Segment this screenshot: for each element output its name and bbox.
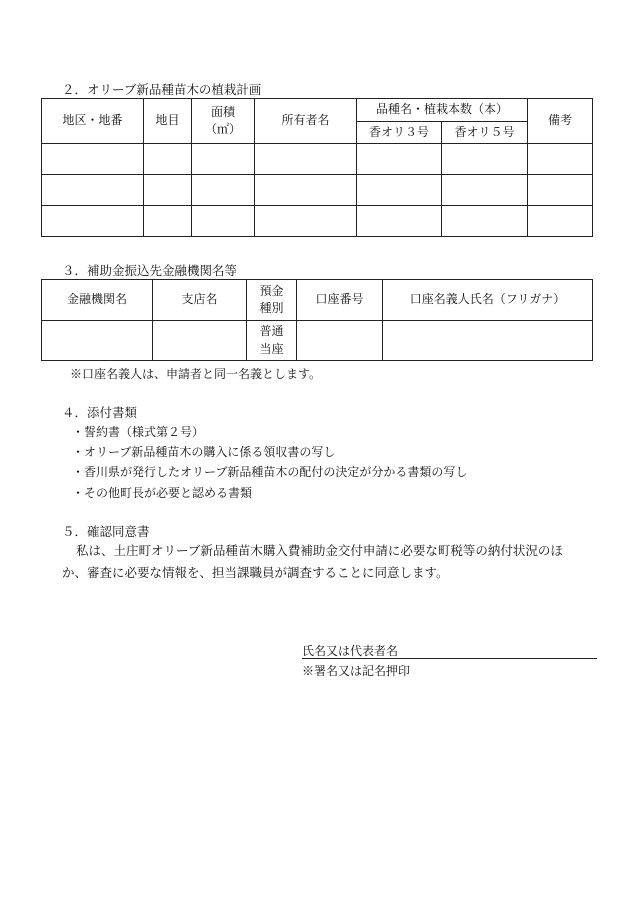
consent-text xyxy=(62,540,592,584)
header-owner: 所有者名 xyxy=(255,99,357,144)
cell-owner[interactable] xyxy=(255,175,357,206)
attachment-item: ・香川県が発行したオリーブ新品種苗木の配付の決定が分かる書類の写し xyxy=(72,465,468,479)
deposit-option-regular[interactable]: 普通 xyxy=(259,324,284,339)
deposit-option-checking[interactable]: 当座 xyxy=(259,341,284,356)
signature-note: ※署名又は記名押印 xyxy=(302,664,411,678)
header-area xyxy=(192,99,255,144)
section5-title: ５．確認同意書 xyxy=(62,524,150,539)
section2-title: ２．オリーブ新品種苗木の植栽計画 xyxy=(62,82,262,97)
table-row xyxy=(42,206,593,237)
table-row xyxy=(42,175,593,206)
cell-bank[interactable] xyxy=(42,321,153,361)
cell-branch[interactable] xyxy=(153,321,247,361)
table-row xyxy=(42,144,593,175)
header-remarks: 備考 xyxy=(528,99,593,144)
attachment-item: ・オリーブ新品種苗木の購入に係る領収書の写し xyxy=(72,445,336,459)
cell-account-number[interactable] xyxy=(297,321,383,361)
header-area-label: 面積 xyxy=(210,104,235,119)
header-area-unit: （㎡） xyxy=(204,122,241,136)
header-variety-b: 香オリ５号 xyxy=(442,122,528,144)
cell-district[interactable] xyxy=(42,144,144,175)
cell-owner[interactable] xyxy=(255,206,357,237)
consent-line-1: 私は、土庄町オリーブ新品種苗木購入費補助金交付申請に必要な町税等の納付状況のほ xyxy=(76,543,563,558)
header-account-holder: 口座名義人氏名（フリガナ） xyxy=(383,280,593,321)
header-variety-group: 品種名・植栽本数（本） xyxy=(357,99,528,122)
header-branch: 支店名 xyxy=(153,280,247,321)
header-deposit-type-l2: 種別 xyxy=(259,301,284,315)
cell-variety-a[interactable] xyxy=(357,175,442,206)
cell-remarks[interactable] xyxy=(528,175,593,206)
cell-area[interactable] xyxy=(192,175,255,206)
cell-owner[interactable] xyxy=(255,144,357,175)
attachment-item: ・その他町長が必要と認める書類 xyxy=(72,486,253,500)
cell-area[interactable] xyxy=(192,144,255,175)
cell-variety-a[interactable] xyxy=(357,144,442,175)
section3-title: ３．補助金振込先金融機関名等 xyxy=(62,263,238,278)
cell-account-holder[interactable] xyxy=(383,321,593,361)
attachment-item: ・誓約書（様式第２号） xyxy=(72,425,205,439)
header-bank: 金融機関名 xyxy=(42,280,153,321)
cell-district[interactable] xyxy=(42,175,144,206)
cell-deposit-type[interactable] xyxy=(247,321,297,361)
header-deposit-type xyxy=(247,280,297,321)
cell-land[interactable] xyxy=(144,144,192,175)
table-row xyxy=(42,321,593,361)
cell-variety-b[interactable] xyxy=(442,206,528,237)
cell-remarks[interactable] xyxy=(528,144,593,175)
bank-account-table xyxy=(41,279,593,361)
consent-line-2: か、審査に必要な情報を、担当課職員が調査することに同意します。 xyxy=(62,565,449,580)
header-district: 地区・地番 xyxy=(42,99,144,144)
header-deposit-type-l1: 預金 xyxy=(259,283,284,298)
cell-remarks[interactable] xyxy=(528,206,593,237)
cell-land[interactable] xyxy=(144,206,192,237)
header-account-number: 口座番号 xyxy=(297,280,383,321)
cell-variety-a[interactable] xyxy=(357,206,442,237)
cell-land[interactable] xyxy=(144,175,192,206)
account-holder-note: ※口座名義人は、申請者と同一名義とします。 xyxy=(70,367,322,381)
cell-area[interactable] xyxy=(192,206,255,237)
header-variety-a: 香オリ３号 xyxy=(357,122,442,144)
cell-variety-b[interactable] xyxy=(442,144,528,175)
section4-title: ４．添付書類 xyxy=(62,405,138,420)
planting-plan-table xyxy=(41,98,593,237)
signature-label: 氏名又は代表者名 xyxy=(302,644,399,658)
signature-line[interactable] xyxy=(302,642,597,659)
cell-district[interactable] xyxy=(42,206,144,237)
cell-variety-b[interactable] xyxy=(442,175,528,206)
header-land: 地目 xyxy=(144,99,192,144)
